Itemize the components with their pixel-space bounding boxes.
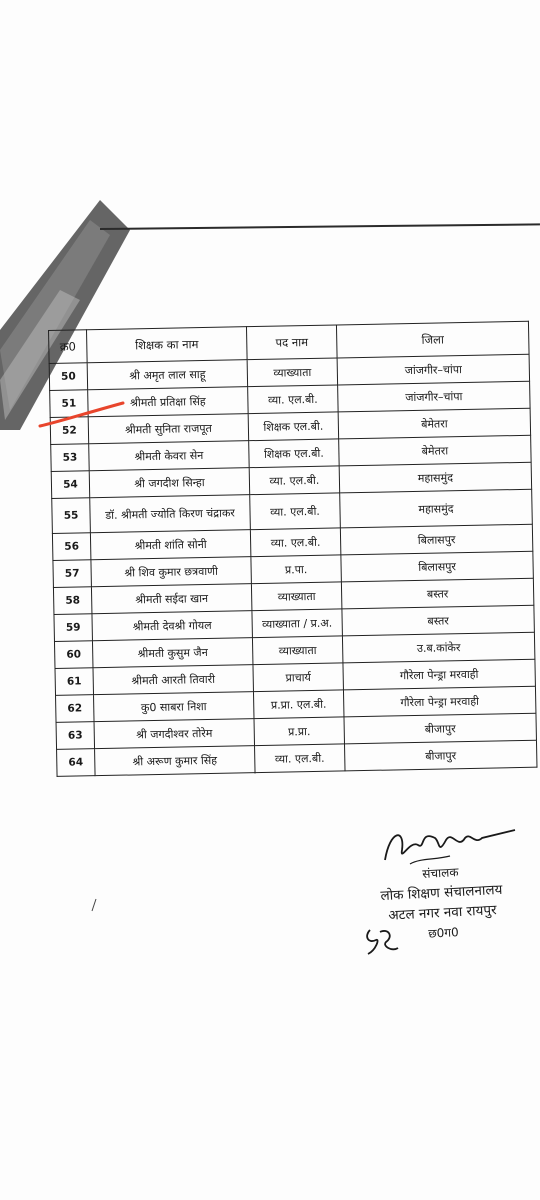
cell-district: जांजगीर–चांपा — [337, 354, 529, 385]
cell-district: जांजगीर–चांपा — [338, 381, 530, 412]
cell-name: श्रीमती केवरा सेन — [89, 441, 249, 471]
cell-serial: 62 — [56, 695, 95, 723]
cell-post: व्या. एल.बी. — [250, 493, 341, 530]
cell-name: कु0 साबरा निशा — [94, 692, 254, 722]
office-line-1: लोक शिक्षण संचालनालय — [380, 881, 503, 905]
cell-name: श्रीमती प्रतिक्षा सिंह — [88, 387, 248, 417]
cell-district: महासमुंद — [340, 489, 533, 528]
cell-serial: 61 — [55, 668, 94, 696]
header-post: पद नाम — [246, 325, 337, 360]
cell-district: गौरेला पेन्ड्रा मरवाही — [343, 686, 535, 717]
cell-serial: 55 — [52, 498, 91, 534]
cell-district: बेमेतरा — [339, 435, 531, 466]
cell-district: बिलासपुर — [340, 524, 532, 555]
header-district: जिला — [336, 321, 529, 358]
office-line-3: छ0ग0 — [427, 925, 460, 941]
cell-district: उ.ब.कांकेर — [342, 632, 534, 663]
ink-speck — [90, 898, 98, 912]
cell-serial: 59 — [54, 614, 93, 642]
cell-district: बस्तर — [341, 578, 533, 609]
cell-post: शिक्षक एल.बी. — [248, 412, 339, 441]
cell-post: व्या. एल.बी. — [248, 385, 339, 414]
office-designation: संचालक — [421, 865, 459, 881]
cell-post: व्याख्याता — [251, 582, 342, 611]
cell-serial: 60 — [54, 641, 93, 669]
header-name: शिक्षक का नाम — [87, 327, 248, 363]
cell-post: व्या. एल.बी. — [249, 466, 340, 495]
cell-district: बीजापुर — [345, 740, 537, 771]
red-pen-mark — [38, 400, 128, 430]
cell-post: व्याख्याता / प्र.अ. — [252, 609, 343, 638]
cell-name: श्रीमती आरती तिवारी — [93, 665, 253, 695]
cell-serial: 51 — [50, 390, 89, 418]
cell-serial: 53 — [51, 444, 90, 472]
cell-serial: 56 — [52, 533, 91, 561]
cell-serial: 54 — [51, 471, 90, 499]
cell-serial: 50 — [49, 363, 88, 391]
cell-post: प्र.पा. — [251, 555, 342, 584]
cell-post: प्र.प्रा. — [254, 717, 345, 746]
cell-name: श्रीमती सईदा खान — [91, 584, 251, 614]
cell-name: श्री शिव कुमार छत्रवाणी — [91, 557, 251, 587]
cell-name: श्रीमती देवश्री गोयल — [92, 611, 252, 641]
cell-name: श्री अरूण कुमार सिंह — [95, 746, 255, 776]
cell-name: श्रीमती शांति सोनी — [90, 530, 250, 560]
cell-post: व्या. एल.बी. — [255, 744, 346, 773]
handwritten-initial — [362, 922, 402, 958]
teacher-list-table-wrapper — [48, 321, 536, 777]
cell-name: श्रीमती सुनिता राजपूत — [88, 414, 248, 444]
cell-post: प्राचार्य — [253, 663, 344, 692]
cell-district: बस्तर — [342, 605, 534, 636]
cell-serial: 52 — [50, 417, 89, 445]
cell-post: शिक्षक एल.बी. — [249, 439, 340, 468]
cell-name: श्री जगदीश्वर तोरेम — [94, 719, 254, 749]
cell-serial: 64 — [57, 749, 96, 777]
cell-district: महासमुंद — [339, 462, 531, 493]
cell-post: व्या. एल.बी. — [250, 528, 341, 557]
office-line-2: अटल नगर नवा रायपुर — [387, 902, 497, 924]
cell-district: बिलासपुर — [341, 551, 533, 582]
cell-name: श्री अमृत लाल साहू — [87, 360, 247, 390]
cell-post: व्याख्याता — [247, 358, 338, 387]
cell-post: प्र.प्रा. एल.बी. — [253, 690, 344, 719]
header-serial: क्र0 — [49, 330, 88, 364]
teacher-list-table — [48, 321, 537, 777]
cell-serial: 58 — [53, 587, 92, 615]
cell-post: व्याख्याता — [252, 636, 343, 665]
cell-district: गौरेला पेन्ड्रा मरवाही — [343, 659, 535, 690]
cell-serial: 57 — [53, 560, 92, 588]
cell-district: बेमेतरा — [338, 408, 530, 439]
cell-district: बीजापुर — [344, 713, 536, 744]
cell-serial: 63 — [56, 722, 95, 750]
cell-name: श्री जगदीश सिन्हा — [89, 468, 249, 498]
paper-edge-line — [100, 223, 540, 230]
cell-name: श्रीमती कुसुम जैन — [92, 638, 252, 668]
cell-name: डॉ. श्रीमती ज्योति किरण चंद्राकर — [90, 495, 251, 533]
